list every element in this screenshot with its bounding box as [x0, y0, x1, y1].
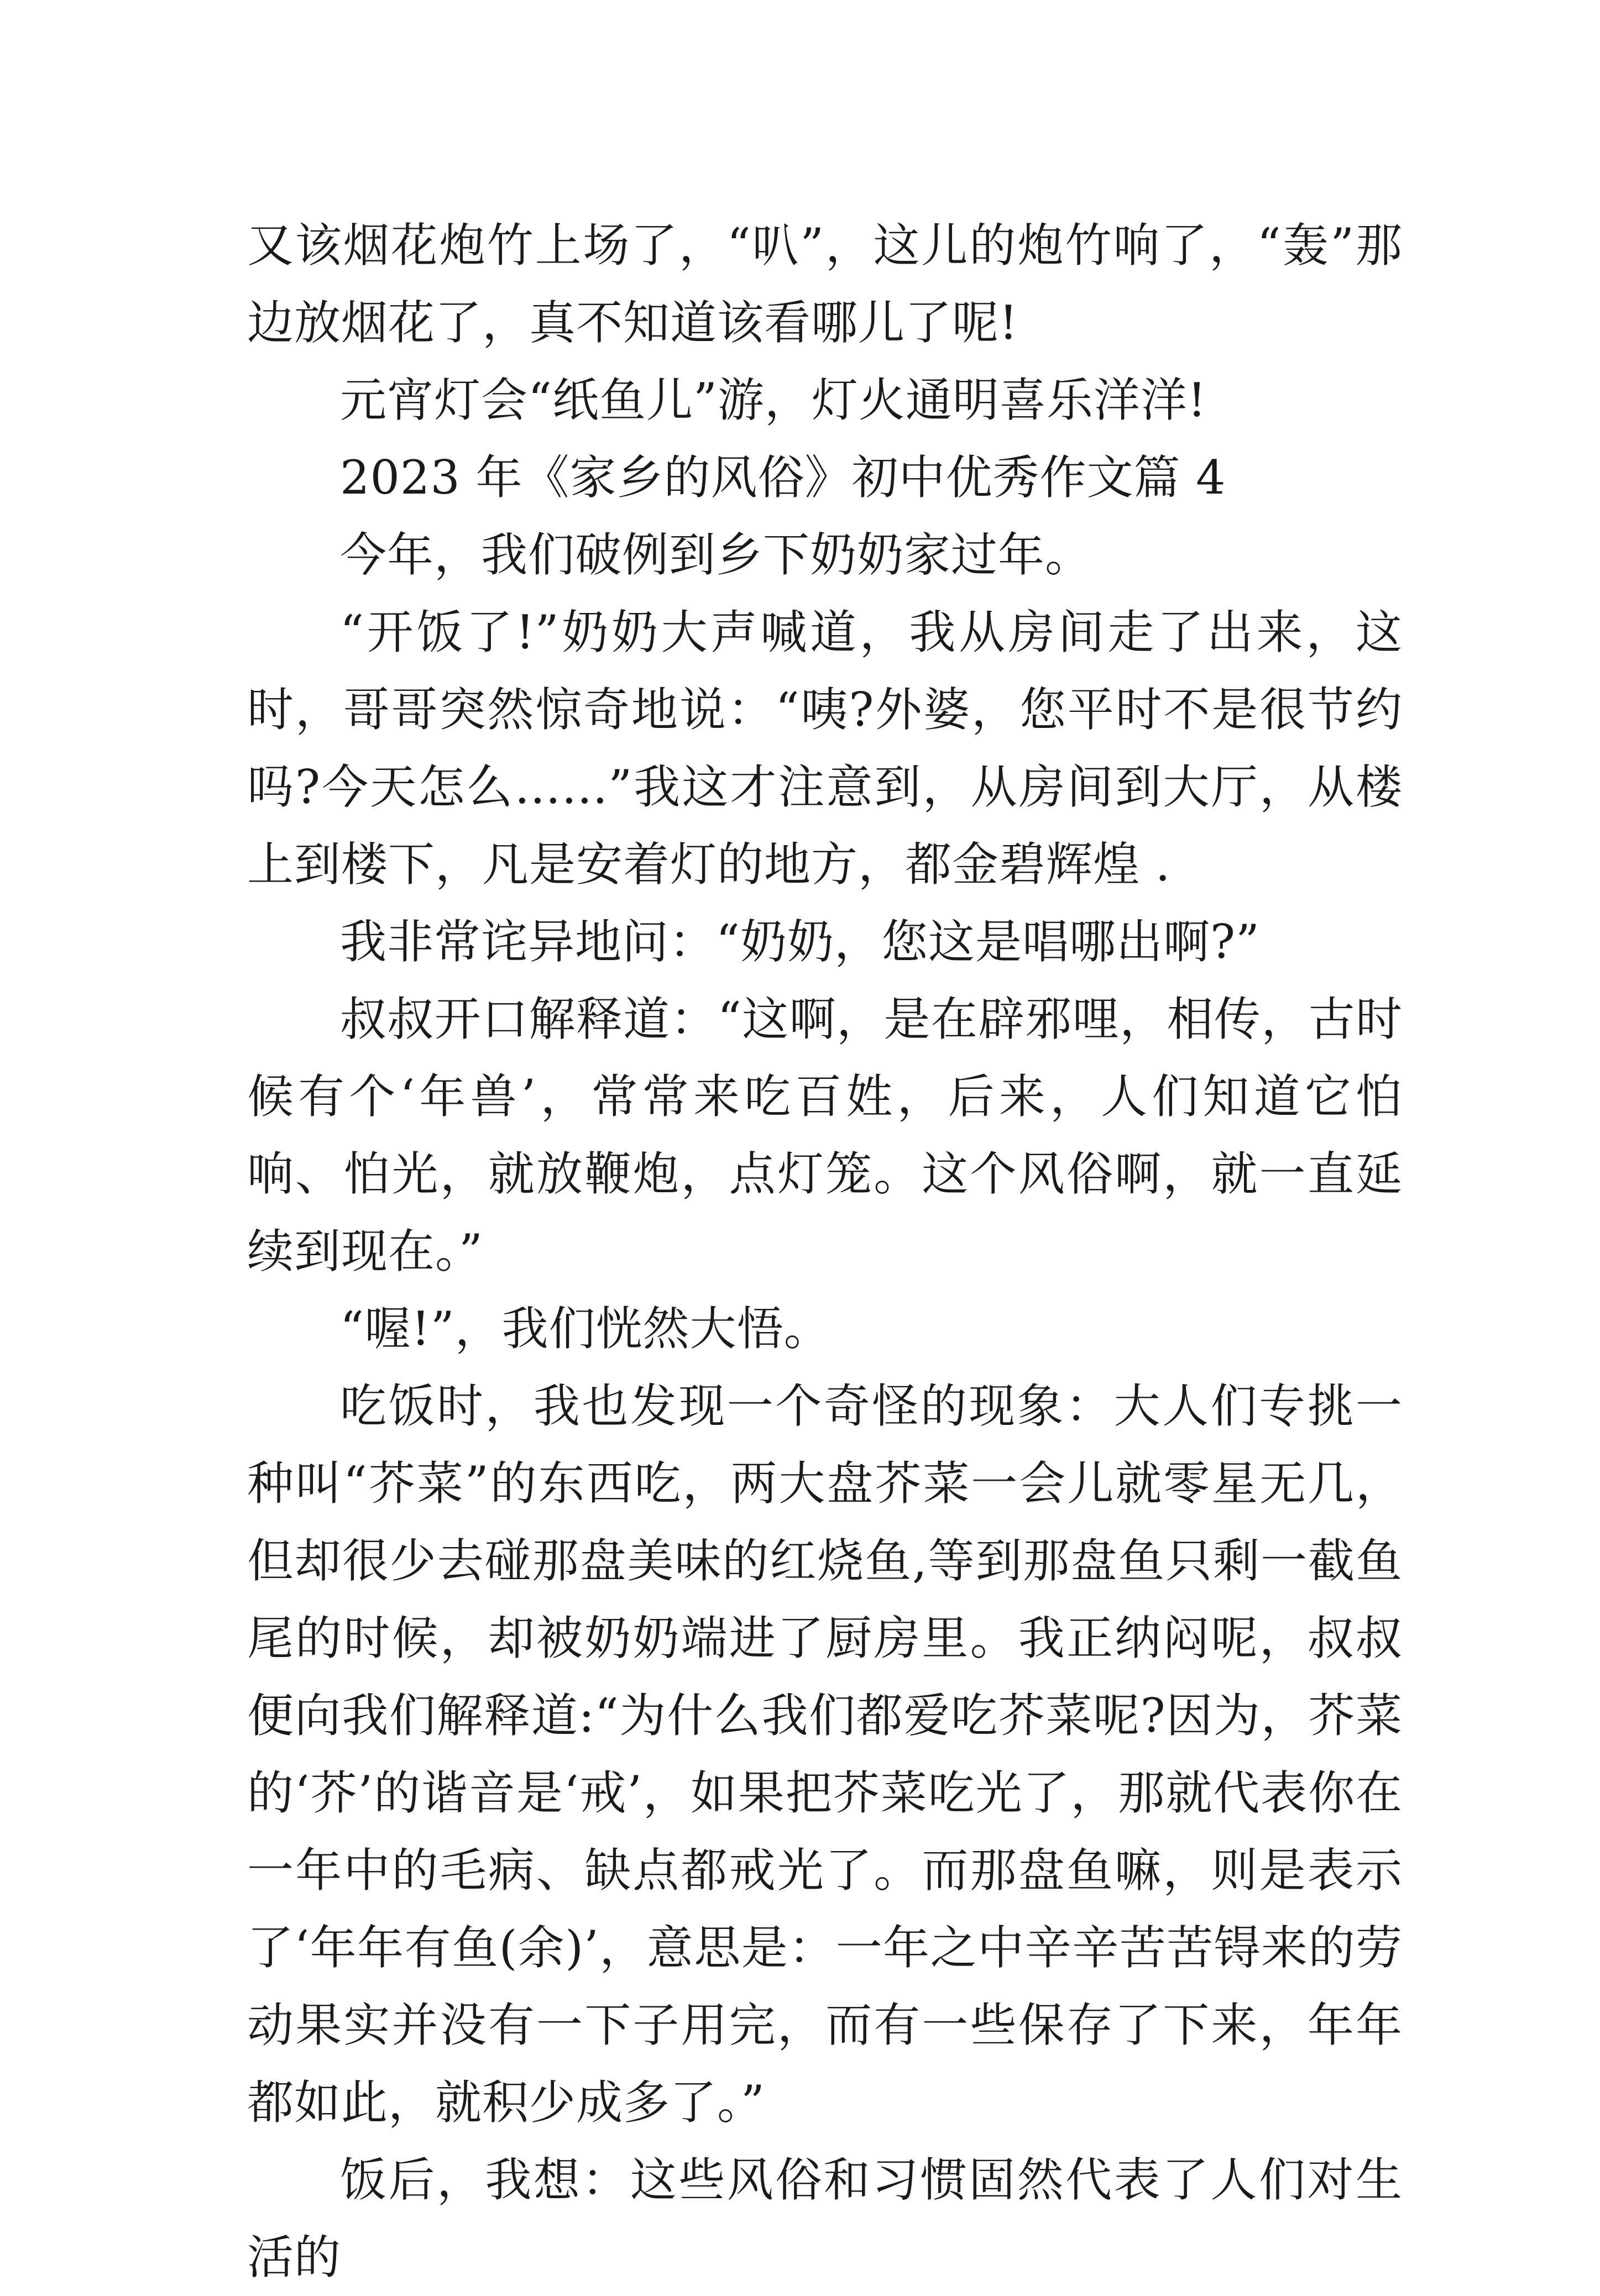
section-heading: 2023 年《家乡的风俗》初中优秀作文篇 4	[340, 450, 1226, 505]
paragraph: 饭后，我想：这些风俗和习惯固然代表了人们对生活的	[247, 2153, 1403, 2284]
body-text	[247, 207, 1403, 2296]
paragraph: 又该烟花炮竹上场了，“叭”，这儿的炮竹响了，“轰”那边放烟花了，真不知道该看哪儿了呢!	[247, 218, 1403, 350]
paragraph: 我非常诧异地问：“奶奶，您这是唱哪出啊?”	[340, 915, 1260, 969]
paragraph: 今年，我们破例到乡下奶奶家过年。	[340, 528, 1092, 582]
paragraph: “开饭了!”奶奶大声喊道，我从房间走了出来，这时，哥哥突然惊奇地说：“咦?外婆，您平时不是很节约吗?今天怎么……”我这才注意到，从房间到大厅，从楼上到楼下，凡是安着灯的地方，都金碧辉煌 .	[247, 605, 1403, 892]
paragraph: 叔叔开口解释道：“这啊，是在辟邪哩，相传，古时候有个‘年兽’，常常来吃百姓，后来，人们知道它怕响、怕光，就放鞭炮，点灯笼。这个风俗啊，就一直延续到现在。”	[247, 992, 1403, 1278]
paragraph: 吃饭时，我也发现一个奇怪的现象：大人们专挑一种叫“芥菜”的东西吃，两大盘芥菜一会儿就零星无几，但却很少去碰那盘美味的红烧鱼,等到那盘鱼只剩一截鱼尾的时候，却被奶奶端进了厨房里。我正纳闷呢，叔叔便向我们解释道:“为什么我们都爱吃芥菜呢?因为，芥菜的‘芥’的谐音是‘戒’，如果把芥菜吃光了，那就代表你在一年中的毛病、缺点都戒光了。而那盘鱼嘛，则是表示了‘年年有鱼(余)’，意思是：一年之中辛辛苦苦锝来的劳动果实并没有一下子用完，而有一些保存了下来，年年都如此，就积少成多了。”	[247, 1379, 1403, 2130]
paragraph: “喔!”，我们恍然大悟。	[340, 1302, 831, 1356]
paragraph: 元宵灯会“纸鱼儿”游，灯火通明喜乐洋洋!	[340, 373, 1207, 427]
